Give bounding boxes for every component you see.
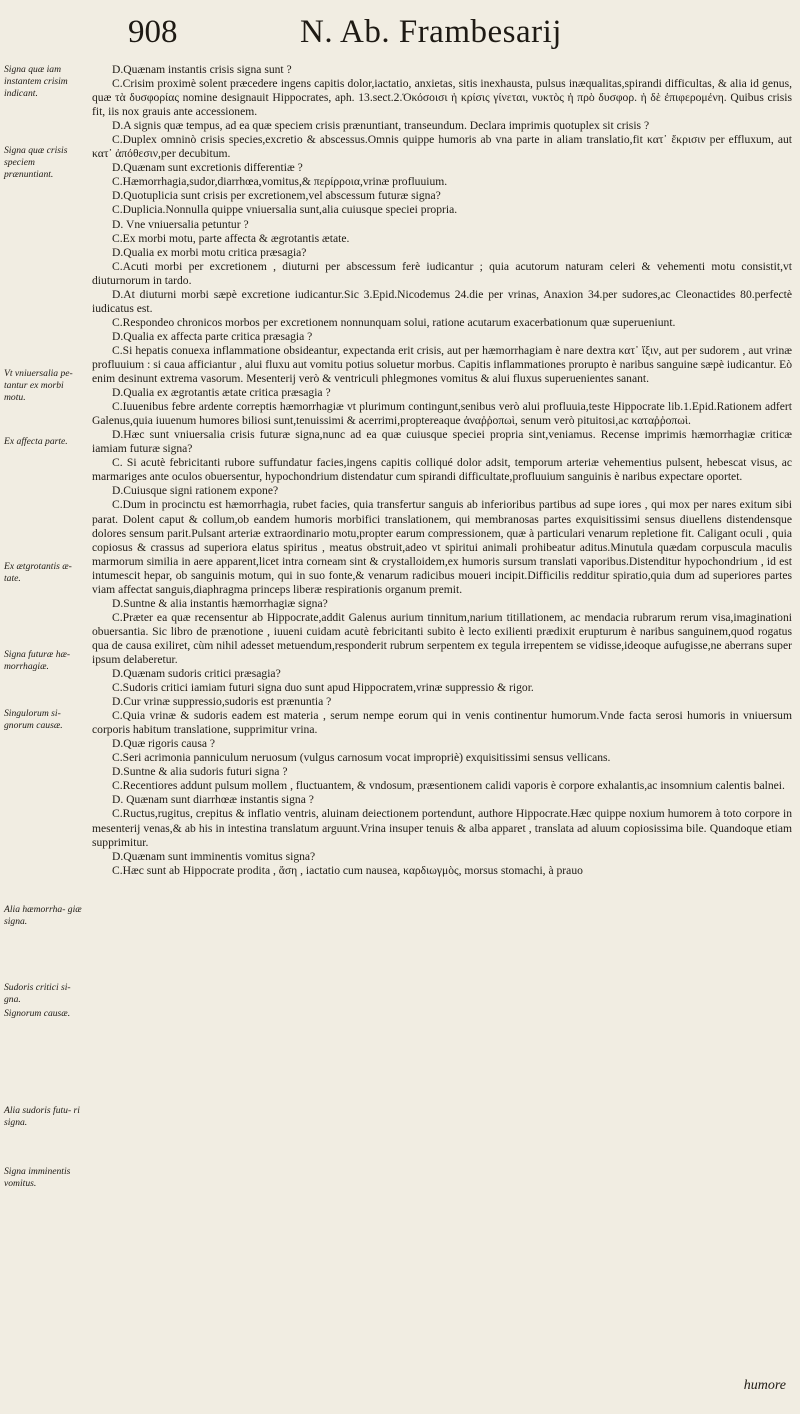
paragraph: C.Iuuenibus febre ardente correptis hæmorrhagiæ vt plurimum contingunt,senibus verò alui profluuia,teste Hippocrate lib.1.Epid.Rationem adfert Galenus,quia iuuenum humores biliosi sunt,tenuissimi & acerrimi,proptereaque ἀναῤῥοπωὶ, senum verò pituitosi,ac καταῤῥοπωὶ. (92, 400, 792, 428)
paragraph: D.Cuiusque signi rationem expone? (112, 484, 279, 498)
paragraph: D.Cur vrinæ suppressio,sudoris est prænuntia ? (112, 695, 332, 709)
catchword: humore (743, 1378, 786, 1393)
paragraph: C.Crisim proximè solent præcedere ingens capitis dolor,iactatio, anxietas, sitis inexhausta, pulsus inæqualitas,spirandi difficultas, & alia id genus, quæ τὰ δυσφορίας nomine designauit Hippocrates, aph. 13.sect.2.Ὁκόσοισι ἡ κρίσις γίνεται, νυκτὸς ἡ πρὸ δυσφορ. ἡ δὲ ἐπιφερομένη. Quibus crisis fit, iis nox grauis ante accessionem. (92, 77, 792, 119)
margin-note: Alia hæmorrha- giæ signa. (4, 904, 82, 927)
paragraph: D.Quænam sunt imminentis vomitus signa? (112, 849, 316, 863)
paragraph: D.A signis quæ tempus, ad ea quæ speciem crisis prænuntiant, transeundum. Declara imprimis quotuplex sit crisis ? (112, 119, 650, 133)
margin-note: Ex affecta parte. (4, 436, 68, 447)
paragraph: C.Quia vrinæ & sudoris eadem est materia , serum nempe eorum qui in venis continentur humorum.Vnde facta serosi humoris in vniuersum corporis habitum translatione, supprimitur vrina. (92, 709, 792, 737)
paragraph: C.Ex morbi motu, parte affecta & ægrotantis ætate. (112, 231, 350, 245)
paragraph: D.Quæ rigoris causa ? (112, 737, 216, 751)
margin-note: Signa futuræ hæ- morrhagiæ. (4, 649, 71, 672)
paragraph: C.Præter ea quæ recensentur ab Hippocrate,addit Galenus aurium tinnitum,narium titillationem, ac mendacia rubrarum rerum visa,imaginationi obuersantia. Sic libro de prænotione , iuueni cuidam acutè febricitanti subito è lecto exilienti prædixit erupturum è naribus sanguinem,quod rogatus qua de causa exiliret, cùm nihil adesset metuendum,responderit rubrum serpentem ex tegula irrepentem se vidisse,ideoque aufugisse,ne aberrans super ipsum delaberetur. (92, 610, 792, 666)
paragraph: C.Respondeo chronicos morbos per excretionem nonnunquam solui, ratione acutarum exacerbationum quæ superueniunt. (112, 315, 676, 329)
paragraph: D.Qualia ex affecta parte critica præsagia ? (112, 329, 313, 343)
paragraph: D. Quænam sunt diarrhœæ instantis signa ? (112, 793, 314, 807)
margin-note: Signa imminentis vomitus. (4, 1166, 71, 1189)
margin-note: Vt vniuersalia pe- tantur ex morbi motu. (4, 368, 73, 403)
paragraph: C.Ructus,rugitus, crepitus & inflatio ventris, aluinam deiectionem portendunt, authore Hippocrate.Hæc quippe noxium humorem à toto corpore in mesenterij venas,& ab his in intestina translatum arguunt.Vrina insuper tenuis & alba apparet , translata ad aluum copiosissima bile. Quandoque etiam supprimitur. (92, 807, 792, 849)
paragraph: C.Duplicia.Nonnulla quippe vniuersalia sunt,alia cuiusque speciei propria. (112, 203, 458, 217)
margin-note: Alia sudoris futu- ri signa. (4, 1105, 80, 1128)
paragraph: D.Qualia ex ægrotantis ætate critica præsagia ? (112, 386, 331, 400)
paragraph: C.Acuti morbi per excretionem , diuturni per abscessum ferè iudicantur ; quia acutorum naturam celeri & vehementi motu consistit,vt diuturnorum in tardo. (92, 259, 792, 287)
paragraph: C.Seri acrimonia panniculum neruosum (vulgus carnosum vocat impropriè) exquisitissimi sensus vellicans. (112, 751, 611, 765)
main-text (92, 63, 792, 878)
paragraph: D.Quænam sudoris critici præsagia? (112, 667, 281, 681)
paragraph: D.Suntne & alia sudoris futuri signa ? (112, 765, 288, 779)
margin-note: Signa quæ iam instantem crisim indicant. (4, 64, 68, 99)
running-title: N. Ab. Frambesarij (300, 14, 562, 50)
margin-note: Signorum causæ. (4, 1008, 71, 1019)
margin-note: Sudoris critici si- gna. (4, 982, 71, 1005)
paragraph: C.Duplex omninò crisis species,excretio & abscessus.Omnis quippe humoris ab vna parte in aliam translatio,fit κατ᾽ ἔκρισιν per effluxum, aut κατ᾽ ἀπόθεσιν,per decubitum. (92, 133, 792, 161)
paragraph: C.Si hepatis conuexa inflammatione obsideantur, expectanda erit crisis, aut per hæmorrhagiam è nare dextra κατ᾽ ἴξιν, aut per sudorem , aut vrinæ profluuium : si caua afficiantur , alui fluxu aut vomitu potius soluetur morbus. Capitis inflammationes prorupto è naribus sanguine sæpè iudicantur. Eò enim desinunt extrema vasorum. Mesenterij verò & ventriculi phlegmones vomitus & alui fluxus superuenientes sanant. (92, 343, 792, 386)
paragraph: D. Vne vniuersalia petuntur ? (112, 217, 249, 231)
paragraph: C. Si acutè febricitanti rubore suffundatur facies,ingens capitis colliqué dolor adsit, temporum arteriæ vehementius pulsent, hebescat visus, ac marmariges ante oculos obuersentur, hypochondrium distendatur cum spirandi difficultate,profluuium sanguinis è naribus expectare oportet. (92, 456, 792, 484)
page-number: 908 (128, 14, 178, 50)
paragraph: C.Sudoris critici iamiam futuri signa duo sunt apud Hippocratem,vrinæ suppressio & rigor. (112, 681, 534, 695)
paragraph: C.Hæc sunt ab Hippocrate prodita , ἄση , iactatio cum nausea, καρδιωγμὸς, morsus stomachi, à prauo (112, 863, 583, 877)
paragraph: D.Quænam sunt excretionis differentiæ ? (112, 161, 303, 175)
paragraph: C.Hæmorrhagia,sudor,diarrhœa,vomitus,& περίρροια,vrinæ profluuium. (112, 175, 448, 189)
paragraph: D.Qualia ex morbi motu critica præsagia? (112, 245, 307, 259)
margin-note: Singulorum si- gnorum causæ. (4, 708, 63, 731)
margin-note: Ex ætgrotantis æ- tate. (4, 561, 72, 584)
paragraph: D.Suntne & alia instantis hæmorrhagiæ signa? (112, 596, 328, 610)
paragraph: D.Quotuplicia sunt crisis per excretionem,vel abscessum futuræ signa? (112, 189, 441, 203)
paragraph: C.Recentiores addunt pulsum mollem , fluctuantem, & vndosum, præsentionem calidi vaporis è corpore exhalantis,ac insomnium calentis balnei. (112, 779, 785, 793)
paragraph: D.Hæc sunt vniuersalia crisis futuræ signa,nunc ad ea quæ cuiusque speciei propria sint,veniamus. Recense imprimis hæmorrhagiæ criticæ iamiam futuræ signa? (92, 428, 792, 456)
page-header (0, 14, 800, 60)
paragraph: C.Dum in procinctu est hæmorrhagia, rubet facies, quia transfertur sanguis ab inferioribus partibus ad supe iores , qui mox per nares exitum sibi parat. Dolent caput & collum,ob eandem humoris morbifici translationem, qui membranosas partes exquisitissimi sensus diuellens distendensque dolores sensum parit.Pulsant arteriæ extraordinario motu,propter earum compressionem, quæ à particulari venarum repletione fit. Caligant oculi , quia copiosus & crassus ad superiora elatus spiritus , meatus obstruit,adeo vt spiritui animali prohibeatur aditus.Minutula quædam corpuscula maculis marmorum similia in aere apparent,licet intra corneam sint & crystalloidem,ex humoris sursum translati vaporibus.Distenditur hypochondrium , id est intumescit hepar, ob sanguinis motum, qui in suo fonte,& venarum radicibus moueri incipit.Difficilis redditur spiratio,quia dum ad superiores partes viam affectat sanguis,diaphragma princeps liberæ respirationis organum premit. (92, 498, 792, 596)
paragraph: D.At diuturni morbi sæpè excretione iudicantur.Sic 3.Epid.Nicodemus 24.die per vrinas, Anaxion 34.per sudores,ac Cleonactides 80.perfectè iudicatus est. (92, 287, 792, 315)
margin-note: Signa quæ crisis speciem prænuntiant. (4, 145, 68, 180)
paragraph: D.Quænam instantis crisis signa sunt ? (112, 63, 292, 76)
